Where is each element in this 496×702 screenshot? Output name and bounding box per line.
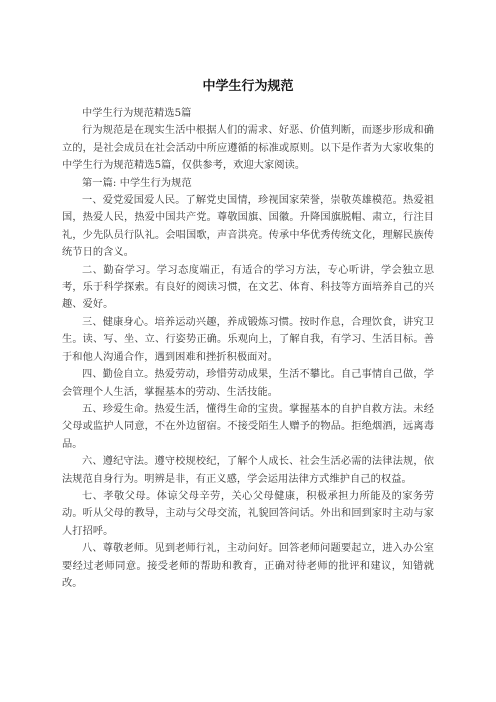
- paragraph-subtitle: 中学生行为规范精选5篇: [82, 108, 192, 119]
- document-title: 中学生行为规范: [202, 79, 294, 94]
- paragraph-intro: 行为规范是在现实生活中根据人们的需求、好恶、价值判断，而逐步形成和确立的，是社会成员在社会活动中所应遵循的标准或原则。以下是作者为大家收集的中学生行为规范精选5篇，仅供参考，欢迎大家阅读。: [62, 125, 434, 172]
- paragraph-rule-5: 五、珍爱生命。热爱生活，懂得生命的宝贵。掌握基本的自护自救方法。未经父母或监护人同意，不在外边留宿。不接受陌生人赠予的物品。拒绝烟酒，远离毒品。: [62, 403, 434, 450]
- paragraph-rule-2: 二、勤奋学习。学习态度端正，有适合的学习方法，专心听讲，学会独立思考，乐于科学探索。有良好的阅读习惯，在文艺、体育、科技等方面培养自己的兴趣、爱好。: [62, 264, 434, 311]
- paragraph-rule-7: 七、孝敬父母。体谅父母辛劳，关心父母健康，积极承担力所能及的家务劳动。听从父母的教导，主动与父母交流，礼貌回答问话。外出和回到家时主动与家人打招呼。: [62, 490, 434, 537]
- paragraph-rule-3: 三、健康身心。培养运动兴趣，养成锻炼习惯。按时作息，合理饮食，讲究卫生。读、写、坐、立、行姿势正确。乐观向上，了解自我，有学习、生活目标。善于和他人沟通合作，遇到困难和挫折积极面对。: [62, 316, 434, 363]
- paragraph-rule-8: 八、尊敬老师。见到老师行礼，主动问好。回答老师问题要起立，进入办公室要经过老师同意。接受老师的帮助和教育，正确对待老师的批评和建议，知错就改。: [62, 543, 434, 589]
- paragraph-rule-4: 四、勤俭自立。热爱劳动，珍惜劳动成果，生活不攀比。自己事情自己做，学会管理个人生活，掌握基本的劳动、生活技能。: [62, 369, 434, 398]
- paragraph-section-heading: 第一篇: 中学生行为规范: [82, 177, 192, 189]
- paragraph-rule-1: 一、爱党爱国爱人民。了解党史国情，珍视国家荣誉，崇敬英雄模范。热爱祖国，热爱人民，热爱中国共产党。尊敬国旗、国徽。升降国旗脱帽、肃立，行注目礼，少先队员行队礼。会唱国歌，声音洪亮。传承中华优秀传统文化，理解民族传统节日的含义。: [62, 195, 434, 259]
- paragraph-rule-6: 六、遵纪守法。遵守校规校纪，了解个人成长、社会生活必需的法律法规，依法规范自身行为。明辨是非，有正义感，学会运用法律方式维护自己的权益。: [62, 456, 434, 485]
